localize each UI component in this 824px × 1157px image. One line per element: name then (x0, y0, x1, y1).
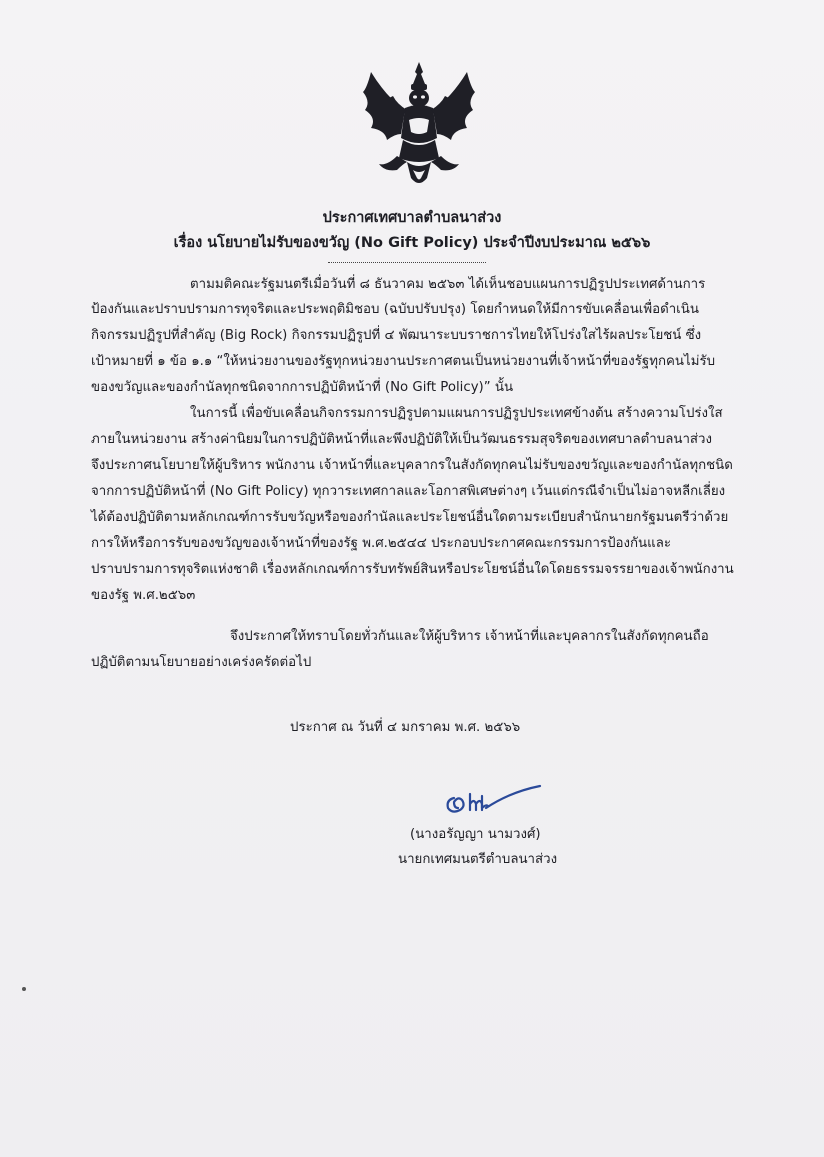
signatory-name: (นางอรัญญา นามวงศ์) (410, 827, 541, 842)
body-line: เป้าหมายที่ ๑ ข้อ ๑.๑ “ให้หน่วยงานของรัฐทุกหน่วยงานประกาศตนเป็นหน่วยงานที่เจ้าหน้าที่ของรัฐทุกคนไม่รับ (91, 354, 716, 369)
body-line: ภายในหน่วยงาน สร้างค่านิยมในการปฏิบัติหน้าที่และพึงปฏิบัติให้เป็นวัฒนธรรมสุจริตของเทศบาลตำบลนาส่วง (91, 432, 712, 447)
announcement-title: ประกาศเทศบาลตำบลนาส่วง (322, 210, 502, 226)
closing-line: ปฏิบัติตามนโยบายอย่างเคร่งครัดต่อไป (91, 655, 312, 670)
signature-mark-icon (440, 778, 550, 818)
announcement-subject: เรื่อง นโยบายไม่รับของขวัญ (No Gift Policy) ประจำปีงบประมาณ ๒๕๖๖ (173, 235, 651, 251)
body-line: ของรัฐ พ.ศ.๒๕๖๓ (91, 588, 196, 603)
body-line: ในการนี้ เพื่อขับเคลื่อนกิจกรรมการปฏิรูปตามแผนการปฏิรูปประเทศข้างต้น สร้างความโปร่งใส (190, 406, 723, 421)
body-line: จากการปฏิบัติหน้าที่ (No Gift Policy) ทุกวาระเทศกาลและโอกาสพิเศษต่างๆ เว้นแต่กรณีจำเป็นไม่อาจหลีกเลี่ยง (91, 484, 726, 499)
body-line: จึงประกาศนโยบายให้ผู้บริหาร พนักงาน เจ้าหน้าที่และบุคลากรในสังกัดทุกคนไม่รับของขวัญและของกำนัลทุกชนิด (91, 458, 733, 473)
body-line: ได้ต้องปฏิบัติตามหลักเกณฑ์การรับขวัญหรือของกำนัลและประโยชน์อื่นใดตามระเบียบสำนักนายกรัฐมนตรีว่าด้วย (91, 510, 729, 525)
signatory-position: นายกเทศมนตรีตำบลนาส่วง (398, 852, 558, 867)
announcement-date: ประกาศ ณ วันที่ ๔ มกราคม พ.ศ. ๒๕๖๖ (290, 720, 521, 735)
title-separator (328, 262, 486, 263)
body-line: ป้องกันและปราบปรามการทุจริตและประพฤติมิชอบ (ฉบับปรับปรุง) โดยกำหนดให้มีการขับเคลื่อนเพื่อดำเนิน (91, 302, 699, 317)
body-line: ตามมติคณะรัฐมนตรีเมื่อวันที่ ๘ ธันวาคม ๒๕๖๓ ได้เห็นชอบแผนการปฏิรูปประเทศด้านการ (190, 277, 706, 292)
closing-line: จึงประกาศให้ทราบโดยทั่วกันและให้ผู้บริหาร เจ้าหน้าที่และบุคลากรในสังกัดทุกคนถือ (230, 629, 709, 644)
paper-speck (22, 987, 26, 991)
body-line: กิจกรรมปฏิรูปที่สำคัญ (Big Rock) กิจกรรมปฏิรูปที่ ๔ พัฒนาระบบราชการไทยให้โปร่งใสไร้ผลประโยชน์ ซึ่ง (91, 328, 702, 343)
body-line: การให้หรือการรับของขวัญของเจ้าหน้าที่ของรัฐ พ.ศ.๒๕๔๔ ประกอบประกาศคณะกรรมการป้องกันและ (91, 536, 672, 551)
garuda-emblem-icon (357, 58, 481, 190)
body-line: ปราบปรามการทุจริตแห่งชาติ เรื่องหลักเกณฑ์การรับทรัพย์สินหรือประโยชน์อื่นใดโดยธรรมจรรยาของเจ้าพนักงาน (91, 562, 734, 577)
body-line: ของขวัญและของกำนัลทุกชนิดจากการปฏิบัติหน้าที่ (No Gift Policy)” นั้น (91, 380, 514, 395)
